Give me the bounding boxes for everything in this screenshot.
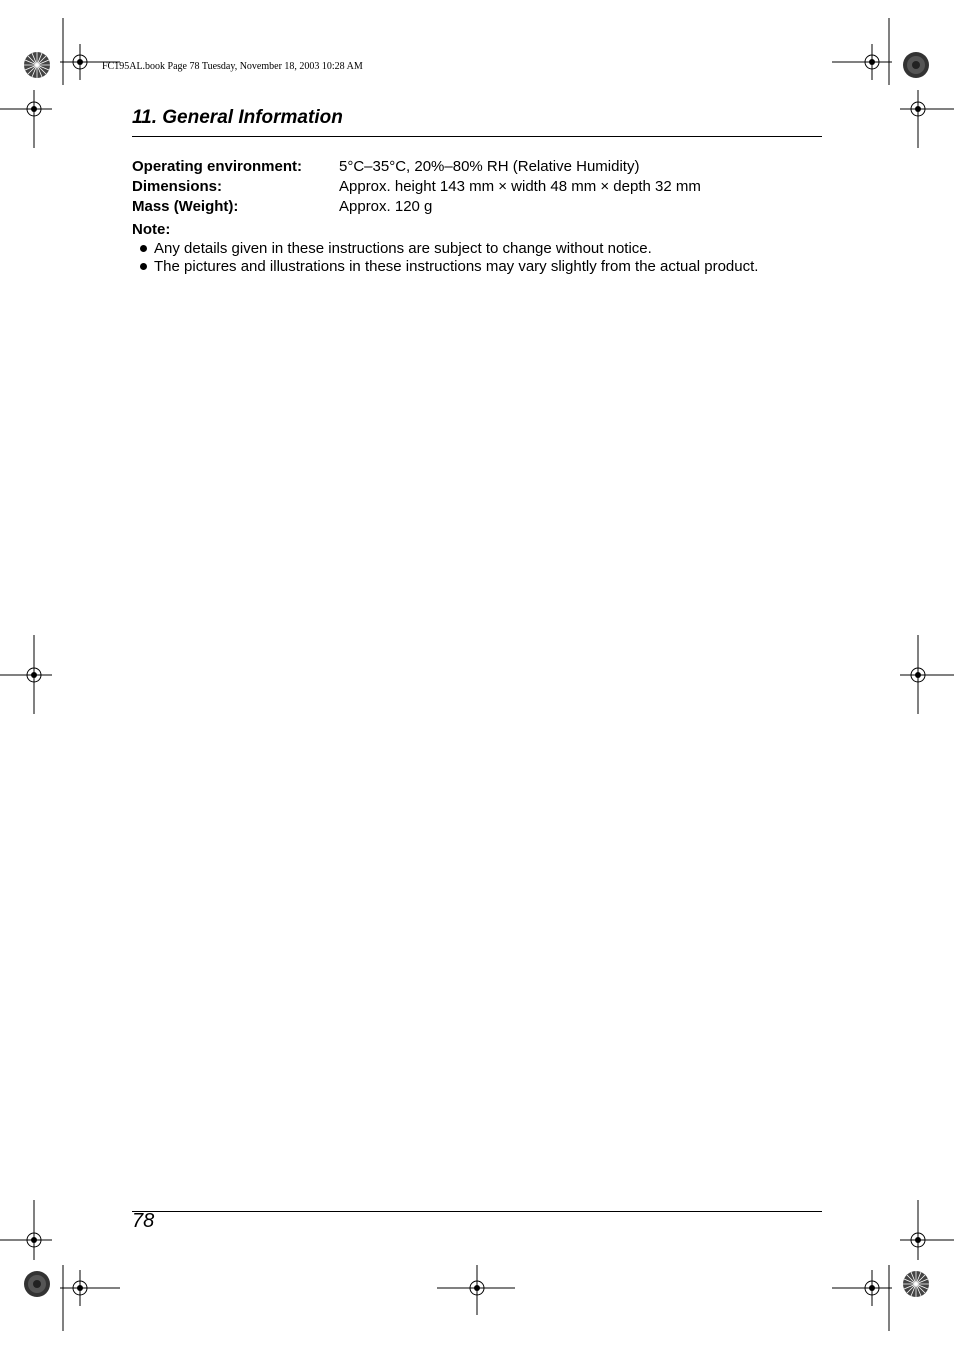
spec-value: Approx. 120 g — [339, 198, 433, 215]
note-text: The pictures and illustrations in these instructions may vary slightly from the actual product. — [154, 258, 759, 275]
spec-label: Operating environment: — [132, 158, 303, 175]
starburst-target-icon — [23, 51, 51, 79]
starburst-target-icon — [23, 1270, 51, 1298]
print-header: FC195AL.book Page 78 Tuesday, November 18, 2003 10:28 AM — [102, 61, 363, 72]
note-text: Any details given in these instructions are subject to change without notice. — [154, 240, 652, 257]
note-heading: Note: — [132, 221, 171, 238]
spec-value: 5°C–35°C, 20%–80% RH (Relative Humidity) — [339, 158, 640, 175]
starburst-target-icon — [902, 1270, 930, 1298]
starburst-target-icon — [902, 51, 930, 79]
spec-label: Mass (Weight): — [132, 198, 239, 215]
section-title: 11. General Information — [132, 107, 343, 128]
page-number: 78 — [132, 1210, 155, 1232]
spec-value: Approx. height 143 mm × width 48 mm × depth 32 mm — [339, 178, 701, 195]
spec-label: Dimensions: — [132, 178, 223, 195]
